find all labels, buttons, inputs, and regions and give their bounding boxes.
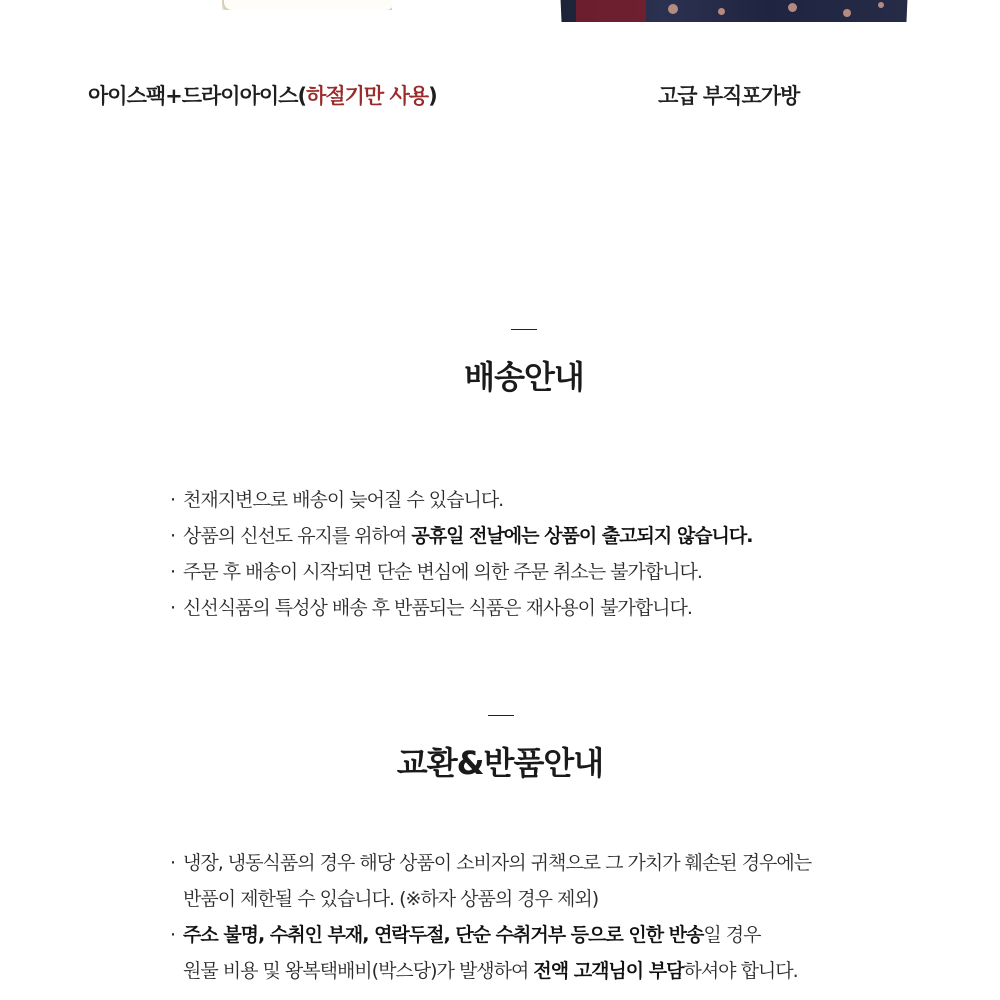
- returns-note-2-line2: 원물 비용 및 왕복택배비(박스당)가 발생하여 전액 고객님이 부담하셔야 합니다.: [183, 960, 798, 982]
- caption-close: ): [428, 84, 437, 108]
- returns-divider: [488, 715, 514, 716]
- returns-note-1-line2: 반품이 제한될 수 있습니다. (※하자 상품의 경우 제외): [183, 888, 599, 910]
- ice-pack-caption: [88, 80, 437, 110]
- shipping-note-2: · 상품의 신선도 유지를 위하여 공휴일 전날에는 상품이 출고되지 않습니다.: [170, 525, 753, 547]
- ice-pack-image: [222, 0, 392, 10]
- shipping-notes: [170, 482, 752, 626]
- returns-notes: [170, 845, 811, 989]
- shipping-divider: [511, 329, 537, 330]
- gift-bag-image: [558, 0, 910, 22]
- returns-note-2-line1: · 주소 불명, 수취인 부재, 연락두절, 단순 수취거부 등으로 인한 반송일 경우: [170, 924, 761, 946]
- shipping-note-1: · 천재지변으로 배송이 늦어질 수 있습니다.: [170, 489, 504, 511]
- caption-main: 아이스팩+드라이아이스(: [88, 84, 307, 108]
- caption-summer-only: 하절기만 사용: [306, 84, 429, 108]
- shipping-title: 배송안내: [464, 358, 584, 396]
- returns-title: 교환&반품안내: [396, 744, 604, 782]
- shipping-note-4: · 신선식품의 특성상 배송 후 반품되는 식품은 재사용이 불가합니다.: [170, 597, 692, 619]
- gift-bag-caption: 고급 부직포가방: [658, 84, 800, 108]
- returns-note-1-line1: · 냉장, 냉동식품의 경우 해당 상품이 소비자의 귀책으로 그 가치가 훼손된 경우에는: [170, 852, 812, 874]
- shipping-note-3: · 주문 후 배송이 시작되면 단순 변심에 의한 주문 취소는 불가합니다.: [170, 561, 702, 583]
